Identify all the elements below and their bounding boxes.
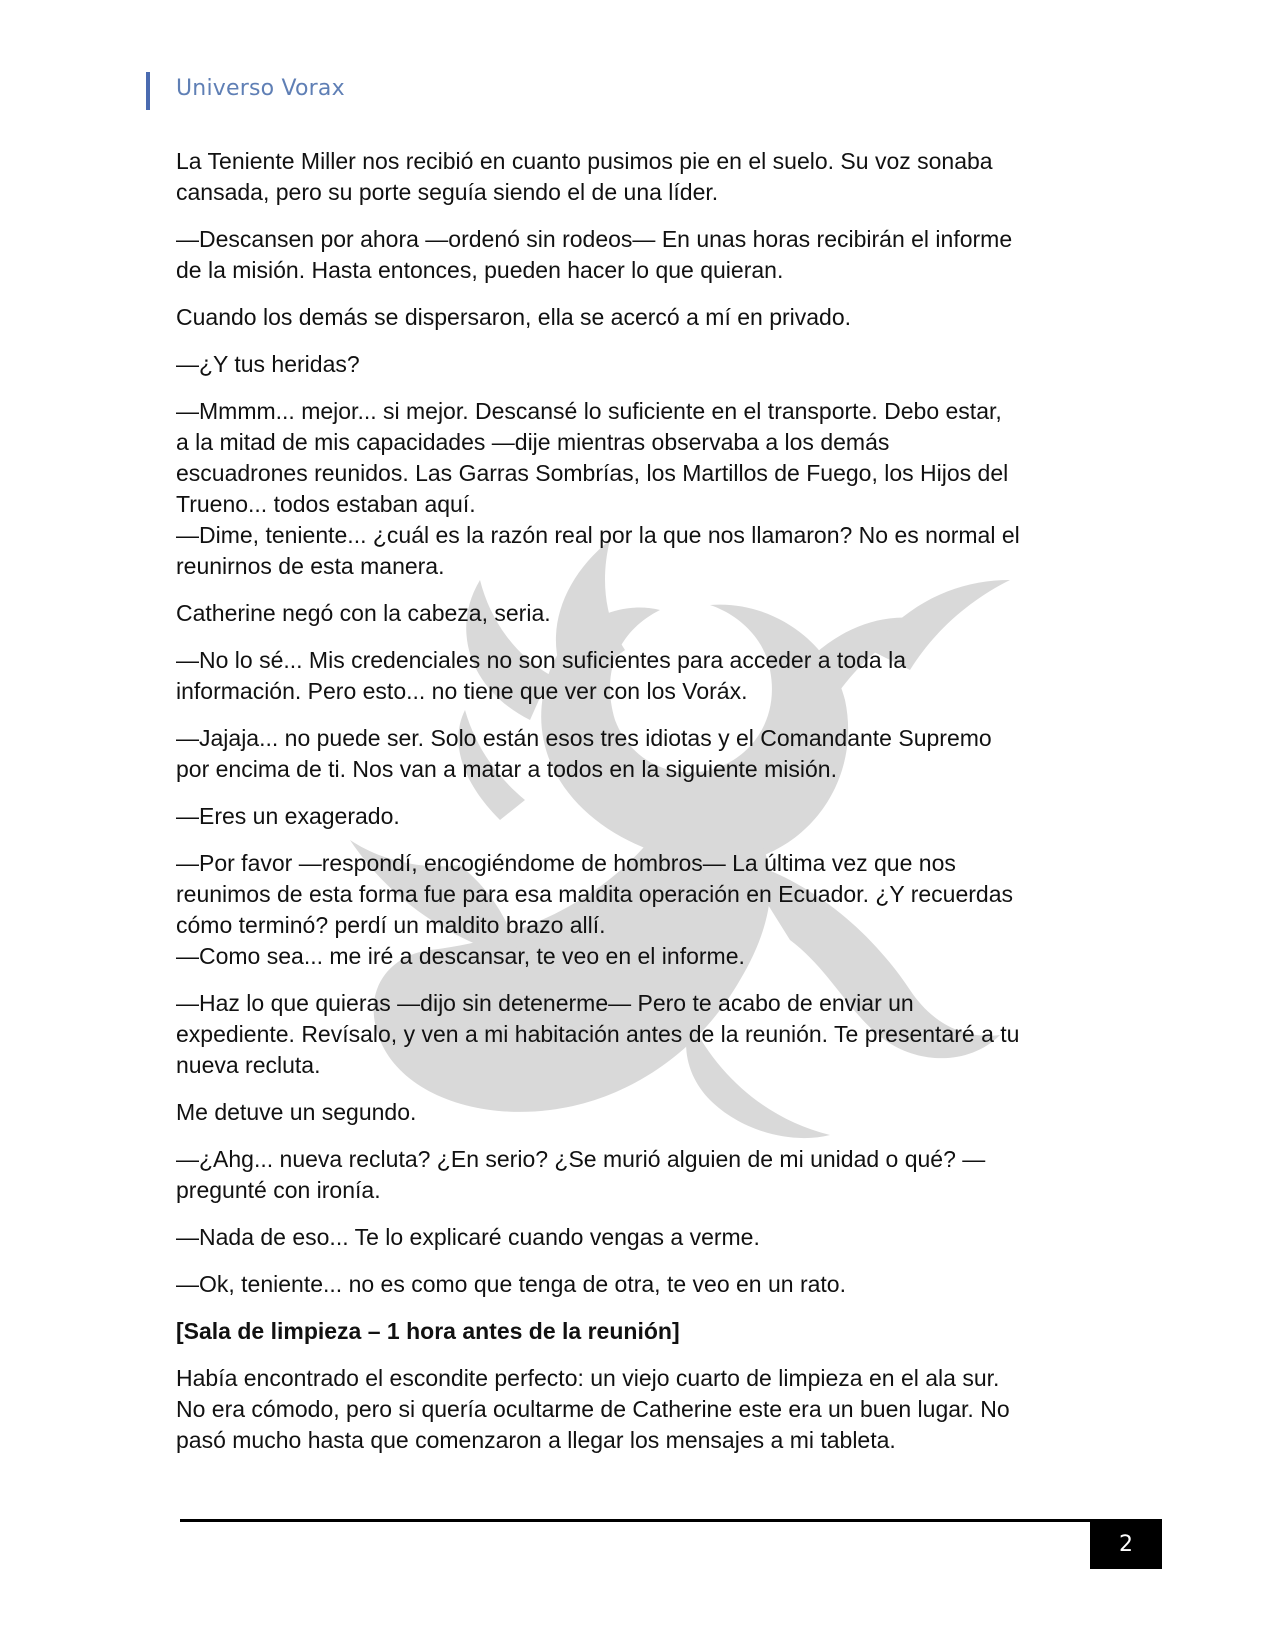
document-body [176,146,1106,1472]
page-number-box [1090,1519,1162,1569]
paragraph: —Descansen por ahora —ordenó sin rodeos— En unas horas recibirán el informe de la misión. Hasta entonces, pueden hacer lo que quieran. [176,226,1013,283]
footer-divider [180,1519,1162,1522]
paragraph: —Eres un exagerado. [176,803,400,829]
document-header-title: Universo Vorax [176,76,345,101]
paragraph: La Teniente Miller nos recibió en cuanto pusimos pie en el suelo. Su voz sonaba cansada, pero su porte seguía siendo el de una líder. [176,148,993,205]
paragraph: —Por favor —respondí, encogiéndome de hombros— La última vez que nos reunimos de esta forma fue para esa maldita operación en Ecuador. ¿Y recuerdas cómo terminó? perdí un maldito brazo allí. —Como sea... me iré a descansar, te veo en el informe. [176,850,1013,969]
section-heading: [Sala de limpieza – 1 hora antes de la reunión] [176,1318,680,1344]
paragraph: Cuando los demás se dispersaron, ella se acercó a mí en privado. [176,304,852,330]
paragraph: —Mmmm... mejor... si mejor. Descansé lo suficiente en el transporte. Debo estar, a la mitad de mis capacidades —dije mientras observaba a los demás escuadrones reunidos. Las Garras Sombrías, los Martillos de Fuego, los Hijos del Trueno... todos estaban aquí. —Dime, teniente... ¿cuál es la razón real por la que nos llamaron? No es normal el reunirnos de esta manera. [176,398,1020,579]
page-number: 2 [1119,1531,1133,1557]
paragraph: —¿Ahg... nueva recluta? ¿En serio? ¿Se murió alguien de mi unidad o qué? — pregunté con ironía. [176,1146,986,1203]
paragraph: —Nada de eso... Te lo explicaré cuando vengas a verme. [176,1224,760,1250]
paragraph: Catherine negó con la cabeza, seria. [176,600,551,626]
header-accent-bar [146,72,150,110]
paragraph: —Haz lo que quieras —dijo sin detenerme— Pero te acabo de enviar un expediente. Revísalo, y ven a mi habitación antes de la reunión. Te presentaré a tu nueva recluta. [176,990,1020,1078]
paragraph: —¿Y tus heridas? [176,351,360,377]
paragraph: Había encontrado el escondite perfecto: un viejo cuarto de limpieza en el ala sur. No era cómodo, pero si quería ocultarme de Catherine este era un buen lugar. No pasó mucho hasta que comenzaron a llegar los mensajes a mi tableta. [176,1365,1010,1453]
paragraph: —No lo sé... Mis credenciales no son suficientes para acceder a toda la información. Pero esto... no tiene que ver con los Voráx. [176,647,906,704]
paragraph: Me detuve un segundo. [176,1099,417,1125]
paragraph: —Ok, teniente... no es como que tenga de otra, te veo en un rato. [176,1271,846,1297]
paragraph: —Jajaja... no puede ser. Solo están esos tres idiotas y el Comandante Supremo por encima de ti. Nos van a matar a todos en la siguiente misión. [176,725,992,782]
